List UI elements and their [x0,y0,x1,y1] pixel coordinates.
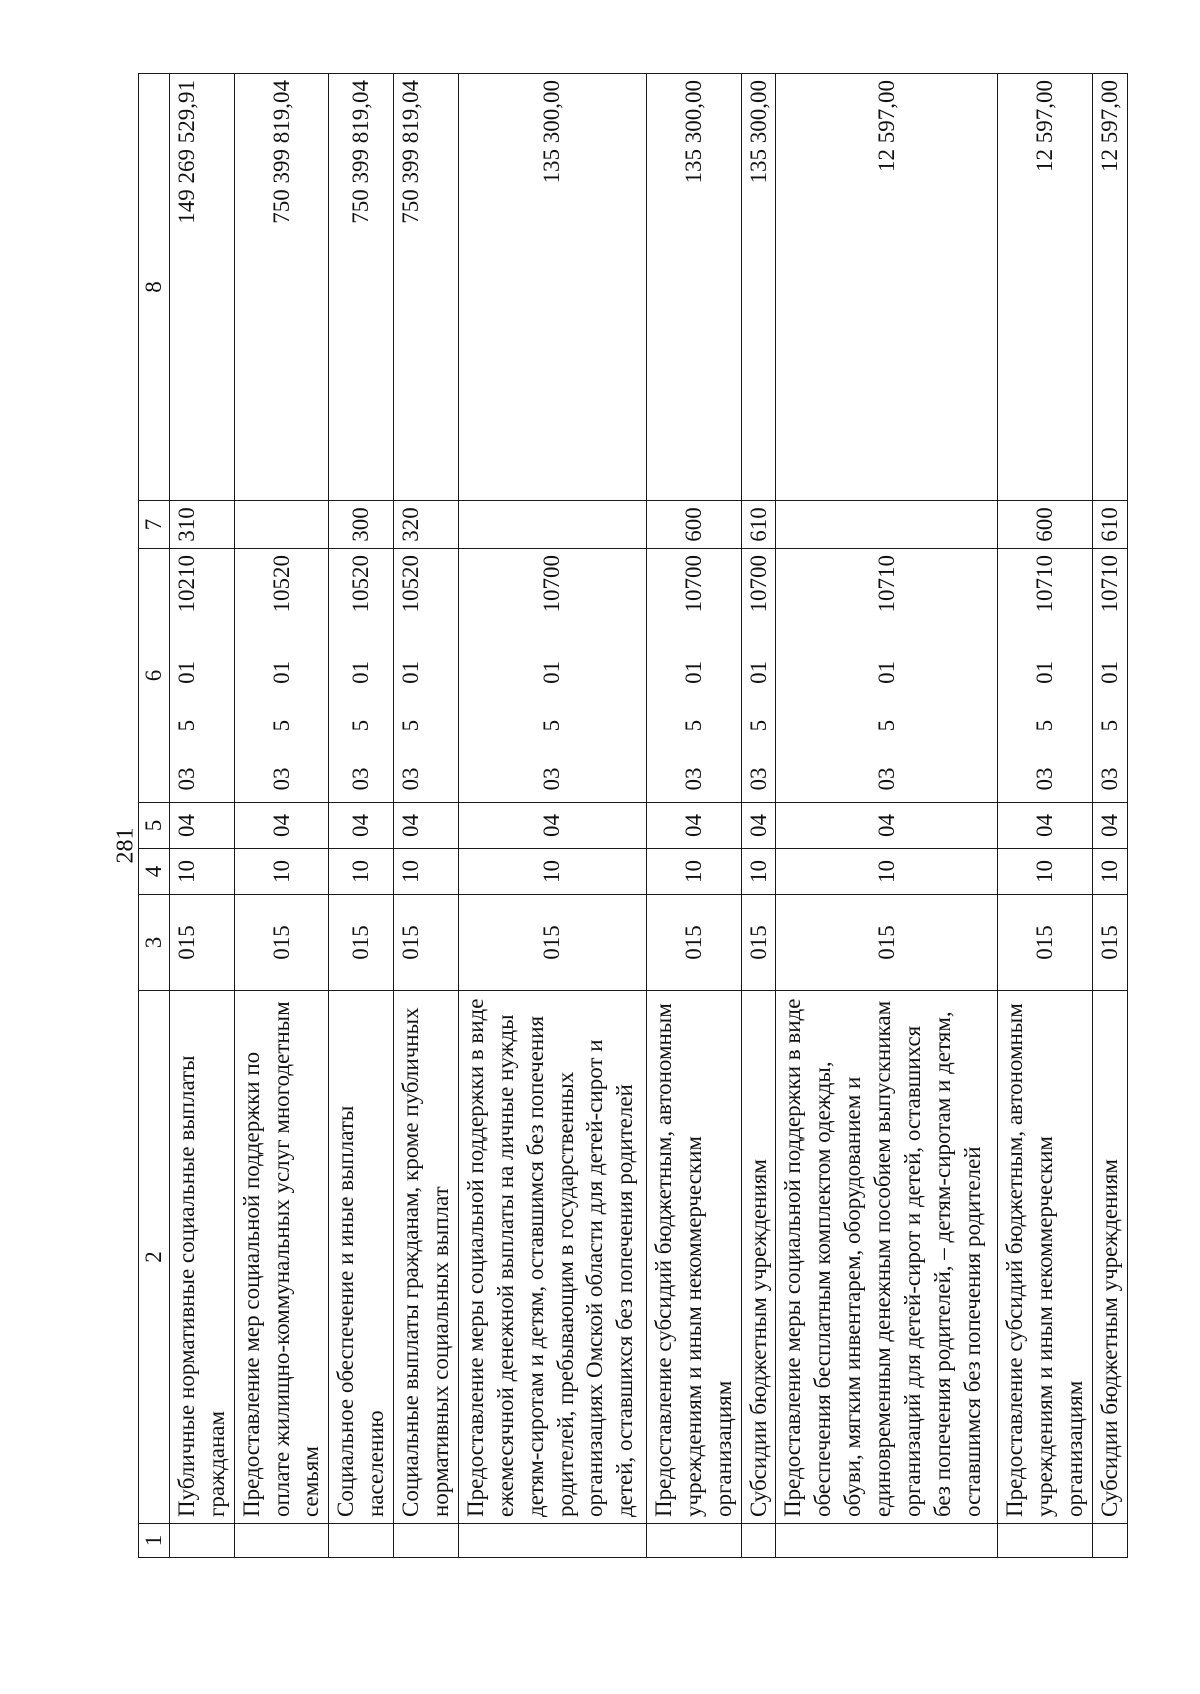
code-6 [646,549,741,803]
code-6-subprogram: 5 [680,719,706,732]
row-name: Предоставление субсидий бюджетным, автономным учреждениям и иным некоммерческим организациям [998,991,1093,1524]
row-name: Предоставление меры социальной поддержки в виде ежемесячной денежной выплаты на личные нужды детям-сиротам и детям, оставшимся без попечения родителей, пребывающим в государственных организациях Омской области для детей-сирот и детей, оставшихся без попечения родителей [458,991,646,1524]
code-7 [234,501,329,549]
code-4: 10 [234,849,329,895]
code-6-event: 01 [539,660,565,684]
code-5: 04 [1093,803,1128,849]
code-3: 015 [998,895,1093,991]
col-header-1: 1 [139,1524,170,1558]
code-6-direction: 10520 [348,555,374,613]
code-4: 10 [169,849,234,895]
table-row [169,74,234,1558]
code-6 [776,549,998,803]
code-6 [458,549,646,803]
code-6-program: 03 [680,767,706,791]
code-6-event: 01 [348,660,374,684]
code-5: 04 [741,803,776,849]
code-6 [998,549,1093,803]
row-number-cell [234,1524,329,1558]
code-3: 015 [776,895,998,991]
code-6-program: 03 [1032,767,1058,791]
code-6-subprogram: 5 [745,719,771,732]
code-6-direction: 10520 [398,555,424,613]
code-6-subprogram: 5 [1032,719,1058,732]
code-5: 04 [394,803,459,849]
row-number-cell [1093,1524,1128,1558]
code-3: 015 [329,895,394,991]
code-6-subprogram: 5 [1097,719,1123,732]
amount: 750 399 819,04 [329,74,394,501]
amount: 750 399 819,04 [234,74,329,501]
code-7: 300 [329,501,394,549]
rotated-table-wrapper [138,74,1123,1558]
code-3: 015 [169,895,234,991]
code-6 [1093,549,1128,803]
row-name: Предоставление меры социальной поддержки в виде обеспечения бесплатным комплектом одежды, обуви, мягким инвентарем, оборудованием и единовременным денежным пособием выпускникам организаций для детей-сирот и детей, оставшихся без попечения родителей, – детям-сиротам и детям, оставшимся без попечения родителей [776,991,998,1524]
amount: 135 300,00 [741,74,776,501]
code-6-program: 03 [398,767,424,791]
amount: 149 269 529,91 [169,74,234,501]
code-4: 10 [776,849,998,895]
code-6 [329,549,394,803]
row-name: Публичные нормативные социальные выплаты гражданам [169,991,234,1524]
code-4: 10 [329,849,394,895]
code-7 [776,501,998,549]
code-6-program: 03 [745,767,771,791]
col-header-7: 7 [139,501,170,549]
row-name: Субсидии бюджетным учреждениям [741,991,776,1524]
col-header-8: 8 [139,74,170,501]
code-6-direction: 10710 [874,555,900,613]
amount: 12 597,00 [776,74,998,501]
amount: 12 597,00 [1093,74,1128,501]
code-3: 015 [646,895,741,991]
code-6-direction: 10710 [1032,555,1058,613]
amount: 135 300,00 [646,74,741,501]
code-4: 10 [741,849,776,895]
code-6-subprogram: 5 [398,719,424,732]
code-5: 04 [234,803,329,849]
table-row [458,74,646,1558]
code-4: 10 [458,849,646,895]
code-6-event: 01 [1032,660,1058,684]
code-7 [458,501,646,549]
code-6-program: 03 [348,767,374,791]
code-6-direction: 10210 [173,555,199,613]
code-6 [741,549,776,803]
col-header-4: 4 [139,849,170,895]
code-6-direction: 10710 [1097,555,1123,613]
row-number-cell [329,1524,394,1558]
code-5: 04 [776,803,998,849]
code-6-subprogram: 5 [539,719,565,732]
code-3: 015 [1093,895,1128,991]
code-6-event: 01 [680,660,706,684]
header-row [139,74,170,1558]
table-row [776,74,998,1558]
row-name: Предоставление субсидий бюджетным, автономным учреждениям и иным некоммерческим организациям [646,991,741,1524]
amount: 12 597,00 [998,74,1093,501]
code-6-direction: 10700 [680,555,706,613]
code-6-event: 01 [1097,660,1123,684]
code-7: 600 [646,501,741,549]
row-number-cell [646,1524,741,1558]
code-6-subprogram: 5 [173,719,199,732]
code-6-subprogram: 5 [268,719,294,732]
table-row [394,74,459,1558]
row-number-cell [741,1524,776,1558]
code-5: 04 [458,803,646,849]
table-row [329,74,394,1558]
code-3: 015 [458,895,646,991]
code-7: 610 [1093,501,1128,549]
budget-table [138,73,1128,1558]
code-3: 015 [234,895,329,991]
code-7: 320 [394,501,459,549]
code-6-event: 01 [874,660,900,684]
code-6-direction: 10700 [539,555,565,613]
code-6 [169,549,234,803]
code-6 [234,549,329,803]
row-name: Социальное обеспечение и иные выплаты населению [329,991,394,1524]
code-6-subprogram: 5 [874,719,900,732]
code-6-subprogram: 5 [348,719,374,732]
amount: 750 399 819,04 [394,74,459,501]
code-3: 015 [741,895,776,991]
code-7: 600 [998,501,1093,549]
col-header-5: 5 [139,803,170,849]
code-5: 04 [646,803,741,849]
row-number-cell [998,1524,1093,1558]
code-7: 310 [169,501,234,549]
col-header-3: 3 [139,895,170,991]
code-4: 10 [1093,849,1128,895]
code-6-direction: 10520 [268,555,294,613]
code-3: 015 [394,895,459,991]
code-6-program: 03 [268,767,294,791]
col-header-6: 6 [139,549,170,803]
code-6-program: 03 [539,767,565,791]
code-5: 04 [329,803,394,849]
row-name: Социальные выплаты гражданам, кроме публичных нормативных социальных выплат [394,991,459,1524]
code-6 [394,549,459,803]
row-number-cell [394,1524,459,1558]
page-number: 281 [112,827,139,863]
row-name: Субсидии бюджетным учреждениям [1093,991,1128,1524]
code-6-event: 01 [745,660,771,684]
table-row [1093,74,1128,1558]
code-6-program: 03 [1097,767,1123,791]
table-row [741,74,776,1558]
amount: 135 300,00 [458,74,646,501]
code-6-direction: 10700 [745,555,771,613]
col-header-2: 2 [139,991,170,1524]
code-6-program: 03 [874,767,900,791]
code-4: 10 [646,849,741,895]
code-4: 10 [394,849,459,895]
row-number-cell [776,1524,998,1558]
row-number-cell [458,1524,646,1558]
code-6-program: 03 [173,767,199,791]
row-name: Предоставление мер социальной поддержки по оплате жилищно-коммунальных услуг многодетным семьям [234,991,329,1524]
code-6-event: 01 [398,660,424,684]
code-5: 04 [169,803,234,849]
code-4: 10 [998,849,1093,895]
table-row [646,74,741,1558]
code-5: 04 [998,803,1093,849]
table-row [998,74,1093,1558]
table-row [234,74,329,1558]
code-6-event: 01 [173,660,199,684]
row-number-cell [169,1524,234,1558]
code-7: 610 [741,501,776,549]
code-6-event: 01 [268,660,294,684]
